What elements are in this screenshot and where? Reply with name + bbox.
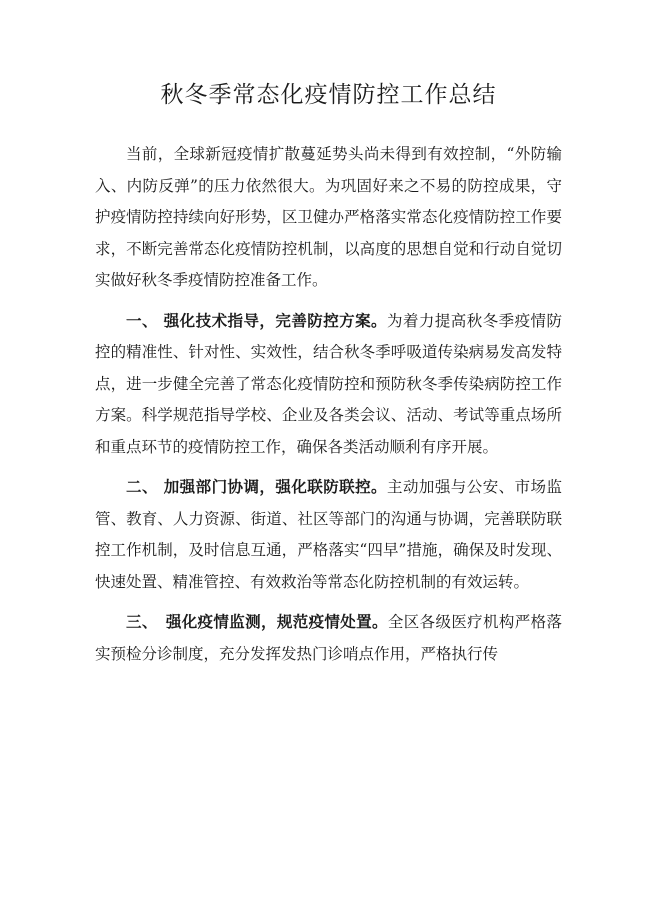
section-2-text: 主动加强与公安、市场监管、教育、人力资源、街道、社区等部门的沟通与协调，完善联防联控工作机制，及时信息互通，严格落实“四早”措施，确保及时发现、快速处置、精准管控、有效救治等常态化防控机制的有效运转。 (95, 478, 562, 591)
document-title: 秋冬季常态化疫情防控工作总结 (160, 82, 497, 108)
section-3-text: 全区各级医疗机构严格落实预检分诊制度，充分发挥发热门诊哨点作用，严格执行传 (95, 613, 562, 663)
paragraph-section-3 (95, 606, 562, 670)
paragraph-section-1 (95, 305, 562, 464)
section-1-heading: 一、 强化技术指导，完善防控方案。 (126, 310, 388, 330)
paragraph-text: 当前，全球新冠疫情扩散蔓延势头尚未得到有效控制，“外防输入、内防反弹”的压力依然很大。为巩固好来之不易的防控成果，守护疫情防控持续向好形势，区卫健办严格落实常态化疫情防控工作要求，不断完善常态化疫情防控机制，以高度的思想自觉和行动自觉切实做好秋冬季疫情防控准备工作。 (95, 145, 562, 289)
section-2-heading: 二、 加强部门协调，强化联防联控。 (126, 477, 388, 496)
document-body (95, 138, 562, 670)
section-3-heading: 三、 强化疫情监测，规范疫情处置。 (126, 612, 388, 631)
section-1-text: 为着力提高秋冬季疫情防控的精准性、针对性、实效性，结合秋冬季呼吸道传染病易发高发特点，进一步健全完善了常态化疫情防控和预防秋冬季传染病防控工作方案。科学规范指导学校、企业及各类会议、活动、考试等重点场所和重点环节的疫情防控工作，确保各类活动顺利有序开展。 (95, 311, 562, 456)
paragraph-intro (95, 138, 562, 297)
paragraph-section-2 (95, 471, 562, 598)
